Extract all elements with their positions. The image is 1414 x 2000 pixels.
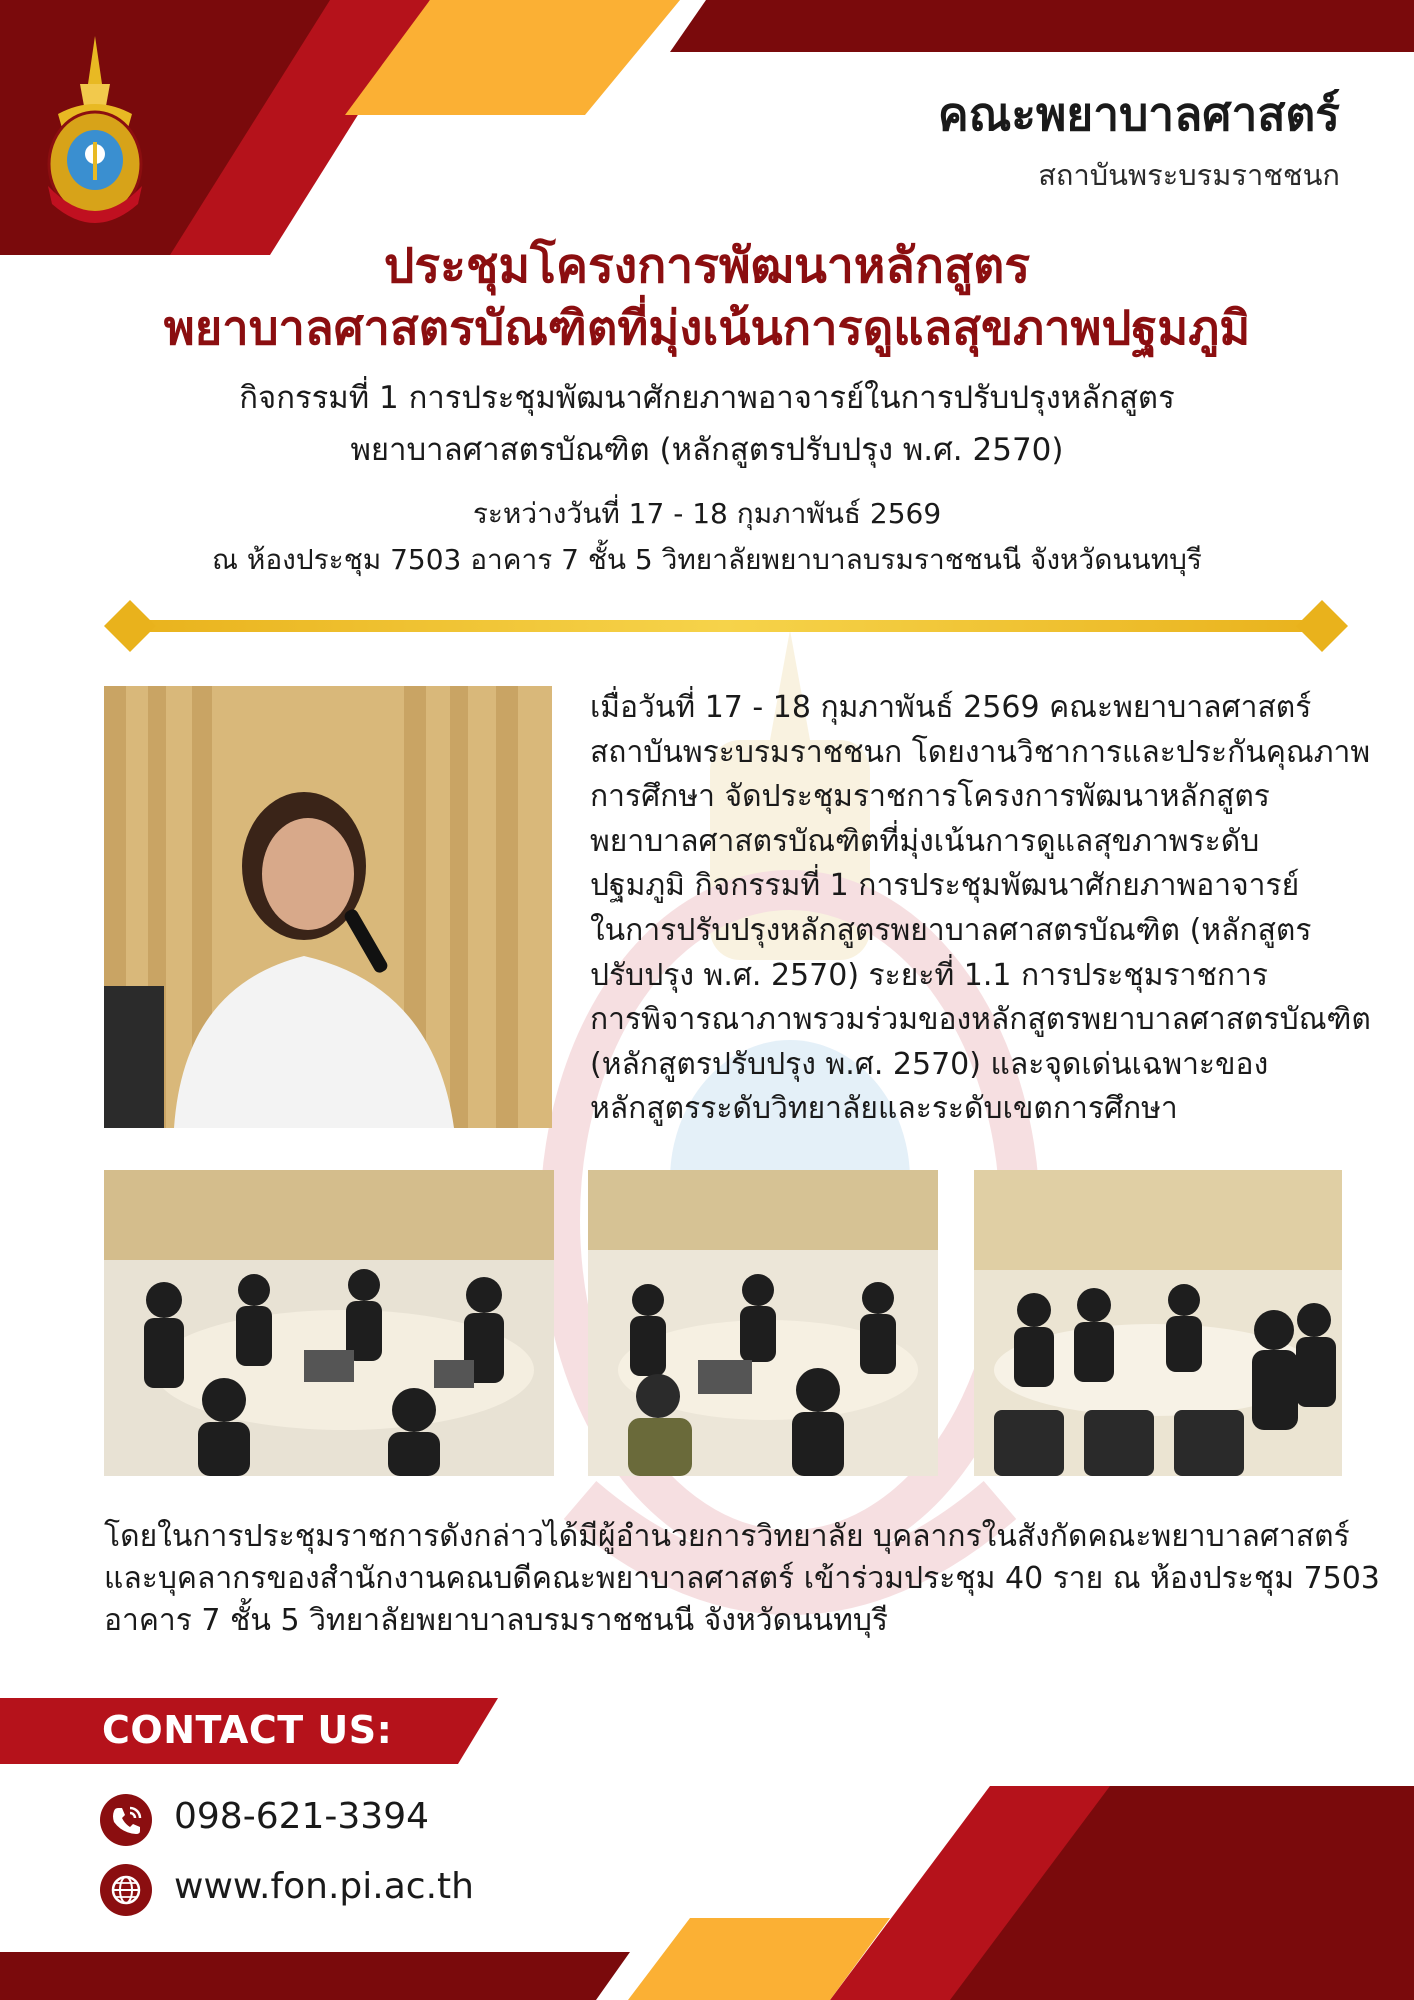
body-line: หลักสูตรระดับวิทยาลัยและระดับเขตการศึกษา: [590, 1091, 1178, 1127]
contact-heading: CONTACT US:: [102, 1708, 393, 1752]
phone-icon: [100, 1794, 152, 1846]
body-line: สถาบันพระบรมราชชนก โดยงานวิชาการและประกันคุณภาพ: [590, 734, 1371, 770]
body-line: ปฐมภูมิ กิจกรรมที่ 1 การประชุมพัฒนาศักยภาพอาจารย์: [590, 868, 1300, 904]
body-paragraph: [590, 686, 1371, 1132]
summary-line: และบุคลากรของสำนักงานคณบดีคณะพยาบาลศาสตร์ เข้าร่วมประชุม 40 ราย ณ ห้องประชุม 7503: [104, 1561, 1380, 1596]
summary-paragraph: [104, 1516, 1380, 1642]
gold-divider: [104, 596, 1348, 656]
body-line: เมื่อวันที่ 17 - 18 กุมภาพันธ์ 2569 คณะพยาบาลศาสตร์: [590, 690, 1312, 725]
event-date: ระหว่างวันที่ 17 - 18 กุมภาพันธ์ 2569: [472, 497, 942, 530]
organization-subtitle: สถาบันพระบรมราชชนก: [1038, 158, 1340, 192]
body-line: การพิจารณาภาพรวมร่วมของหลักสูตรพยาบาลศาสตรบัณฑิต: [590, 1002, 1371, 1038]
globe-icon: [100, 1864, 152, 1916]
event-venue: ณ ห้องประชุม 7503 อาคาร 7 ชั้น 5 วิทยาลัยพยาบาลบรมราชชนนี จังหวัดนนทบุรี: [212, 543, 1202, 576]
body-line: ปรับปรุง พ.ศ. 2570) ระยะที่ 1.1 การประชุมราชการ: [590, 957, 1269, 993]
meeting-photo-3: [974, 1170, 1342, 1476]
phone-number-link[interactable]: 098-621-3394: [174, 1796, 430, 1837]
faculty-logo: [40, 36, 150, 226]
subtitle-line-1: กิจกรรมที่ 1 การประชุมพัฒนาศักยภาพอาจารย์ในการปรับปรุงหลักสูตร: [239, 380, 1175, 416]
page-title-line-1: ประชุมโครงการพัฒนาหลักสูตร: [383, 238, 1031, 294]
speaker-photo: [104, 686, 552, 1128]
meeting-photo-2: [588, 1170, 938, 1476]
body-line: พยาบาลศาสตรบัณฑิตที่มุ่งเน้นการดูแลสุขภาพระดับ: [590, 823, 1260, 859]
meeting-photo-1: [104, 1170, 554, 1476]
organization-name: คณะพยาบาลศาสตร์: [937, 87, 1340, 141]
page-title-line-2: พยาบาลศาสตรบัณฑิตที่มุ่งเน้นการดูแลสุขภาพปฐมภูมิ: [163, 301, 1251, 356]
summary-line: อาคาร 7 ชั้น 5 วิทยาลัยพยาบาลบรมราชชนนี จังหวัดนนทบุรี: [104, 1603, 888, 1638]
body-line: (หลักสูตรปรับปรุง พ.ศ. 2570) และจุดเด่นเฉพาะของ: [590, 1046, 1269, 1082]
body-line: ในการปรับปรุงหลักสูตรพยาบาลศาสตรบัณฑิต (หลักสูตร: [590, 912, 1312, 948]
subtitle-line-2: พยาบาลศาสตรบัณฑิต (หลักสูตรปรับปรุง พ.ศ. 2570): [350, 432, 1064, 468]
body-line: การศึกษา จัดประชุมราชการโครงการพัฒนาหลักสูตร: [590, 779, 1270, 815]
website-link[interactable]: www.fon.pi.ac.th: [174, 1866, 474, 1907]
summary-line: โดยในการประชุมราชการดังกล่าวได้มีผู้อำนวยการวิทยาลัย บุคลากรในสังกัดคณะพยาบาลศาสตร์: [104, 1519, 1350, 1554]
